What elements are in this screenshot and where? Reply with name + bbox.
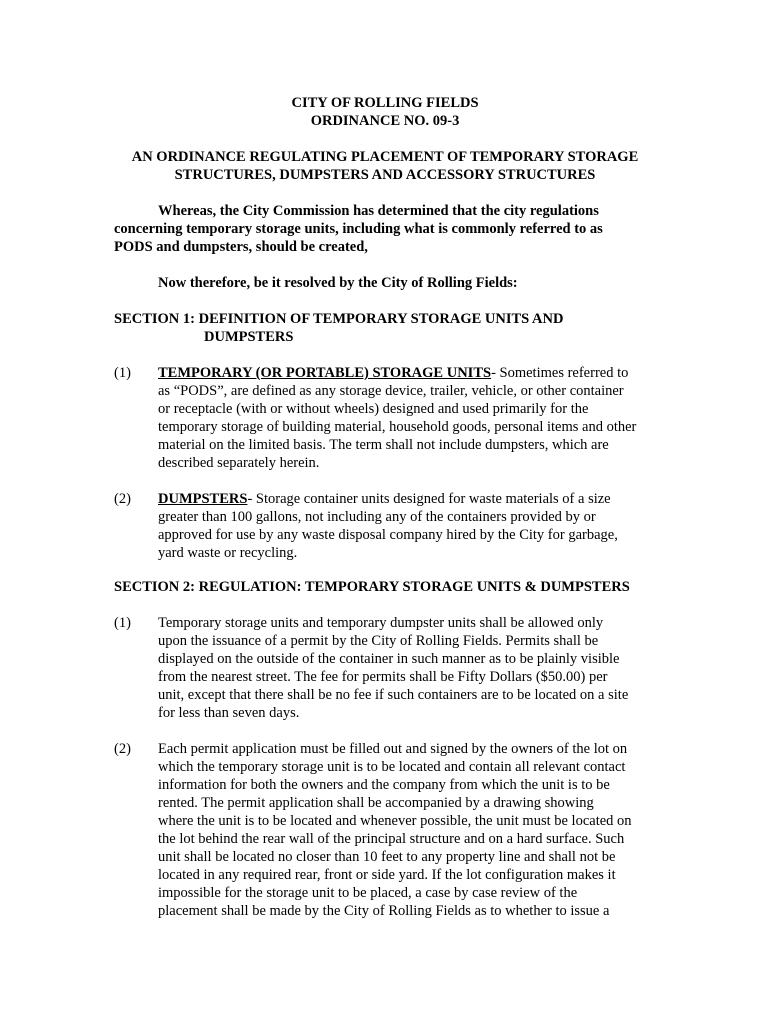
section-1-item-2 (158, 490, 618, 562)
title-line-1: AN ORDINANCE REGULATING PLACEMENT OF TEMPORARY STORAGE (131, 149, 639, 165)
section-1-heading (114, 310, 563, 346)
city-name: CITY OF ROLLING FIELDS (291, 95, 479, 111)
dumpsters-term: DUMPSTERS (158, 491, 248, 507)
section-1-item-1-line-2: as “PODS”, are defined as any storage device, trailer, vehicle, or other container (158, 383, 624, 399)
section-2-item-1 (158, 614, 628, 722)
section-1-item-1-line-1-rest: - Sometimes referred to (491, 365, 629, 381)
section-2-item-2-line-6: the lot behind the rear wall of the principal structure and on a hard surface. Such (158, 831, 625, 847)
section-2-item-2 (158, 740, 632, 920)
whereas-paragraph (114, 202, 603, 256)
title-line-2: STRUCTURES, DUMPSTERS AND ACCESSORY STRUCTURES (174, 167, 596, 183)
document-header (0, 94, 770, 130)
section-2-item-2-line-7: unit shall be located no closer than 10 feet to any property line and shall not be (158, 849, 616, 865)
section-1-heading-line-1: SECTION 1: DEFINITION OF TEMPORARY STORAGE UNITS AND (114, 311, 564, 327)
section-2-item-1-line-1: Temporary storage units and temporary dumpster units shall be allowed only (158, 615, 604, 631)
whereas-line-3: PODS and dumpsters, should be created, (114, 239, 368, 255)
ordinance-title (0, 148, 770, 184)
whereas-line-2: concerning temporary storage units, including what is commonly referred to as (114, 221, 603, 237)
section-2-item-2-line-5: where the unit is to be located and whenever possible, the unit must be located on (158, 813, 632, 829)
storage-units-term: TEMPORARY (OR PORTABLE) STORAGE UNITS (158, 365, 492, 381)
section-1-item-1-line-4: temporary storage of building material, household goods, personal items and other (158, 419, 637, 435)
section-2-item-1-number: (1) (114, 615, 131, 631)
section-2-item-1-line-4: from the nearest street. The fee for permits shall be Fifty Dollars ($50.00) per (158, 669, 608, 685)
section-1-item-1-number: (1) (114, 365, 131, 381)
section-2-item-2-line-9: impossible for the storage unit to be placed, a case by case review of the (158, 885, 578, 901)
section-2-item-1-line-2: upon the issuance of a permit by the City of Rolling Fields. Permits shall be (158, 633, 599, 649)
section-1-item-1-line-6: described separately herein. (158, 455, 320, 471)
section-2-item-1-line-5: unit, except that there shall be no fee if such containers are to be located on a site (158, 687, 629, 703)
section-2-item-2-line-3: information for both the owners and the company from which the unit is to be (158, 777, 610, 793)
section-1-item-2-line-1 (158, 490, 618, 508)
section-1-item-1 (158, 364, 636, 472)
section-2-item-2-line-2: which the temporary storage unit is to be located and contain all relevant contact (158, 759, 626, 775)
section-2-item-2-line-4: rented. The permit application shall be accompanied by a drawing showing (158, 795, 594, 811)
section-1-heading-line-2: DUMPSTERS (204, 329, 294, 345)
section-2-item-1-line-6: for less than seven days. (158, 705, 300, 721)
whereas-line-1: Whereas, the City Commission has determined that the city regulations (158, 203, 599, 219)
resolved-clause: Now therefore, be it resolved by the City of Rolling Fields: (158, 275, 518, 291)
section-2-item-2-number: (2) (114, 741, 131, 757)
ordinance-number: ORDINANCE NO. 09-3 (310, 113, 460, 129)
section-1-item-1-line-3: or receptacle (with or without wheels) designed and used primarily for the (158, 401, 589, 417)
section-1-item-1-line-5: material on the limited basis. The term shall not include dumpsters, which are (158, 437, 609, 453)
section-1-item-2-line-1-rest: - Storage container units designed for waste materials of a size (247, 491, 611, 507)
section-2-item-1-line-3: displayed on the outside of the container in such manner as to be plainly visible (158, 651, 620, 667)
section-1-item-2-line-4: yard waste or recycling. (158, 545, 298, 561)
section-2-item-2-line-10: placement shall be made by the City of Rolling Fields as to whether to issue a (158, 903, 610, 919)
section-1-item-2-line-3: approved for use by any waste disposal company hired by the City for garbage, (158, 527, 618, 543)
section-2-item-2-line-8: located in any required rear, front or side yard. If the lot configuration makes it (158, 867, 616, 883)
section-1-item-2-line-2: greater than 100 gallons, not including any of the containers provided by or (158, 509, 596, 525)
section-2-item-2-line-1: Each permit application must be filled out and signed by the owners of the lot on (158, 741, 628, 757)
section-1-item-1-line-1 (158, 364, 636, 382)
section-2-heading: SECTION 2: REGULATION: TEMPORARY STORAGE UNITS & DUMPSTERS (114, 579, 630, 595)
section-1-item-2-number: (2) (114, 491, 131, 507)
